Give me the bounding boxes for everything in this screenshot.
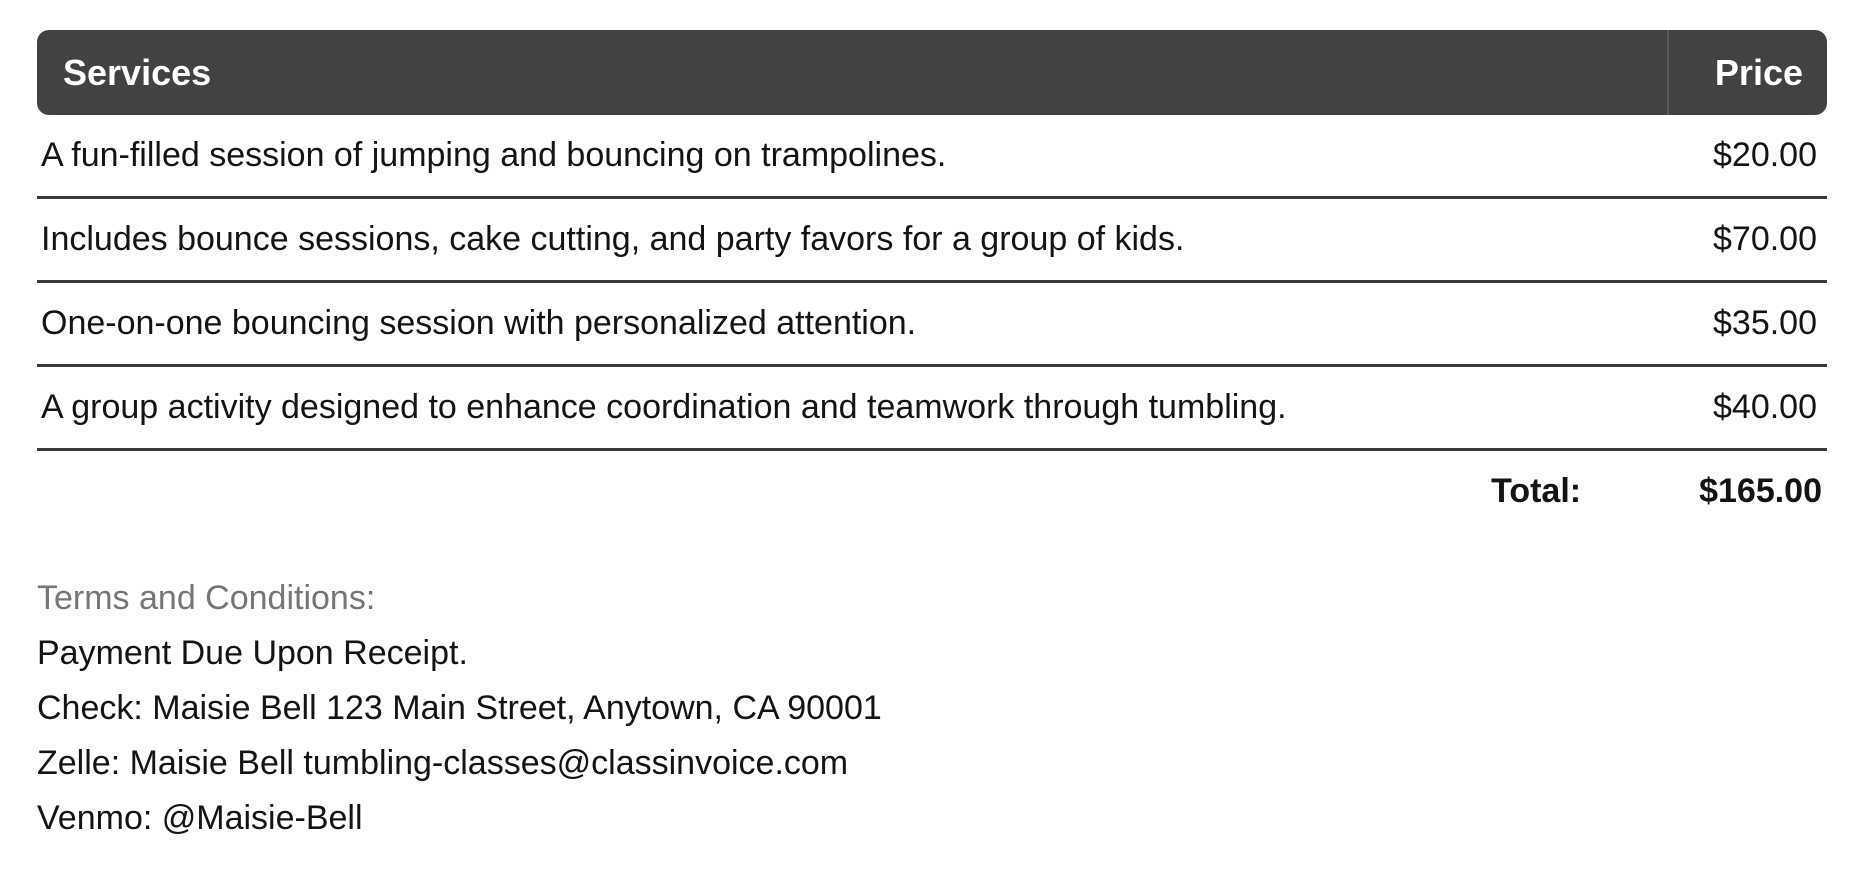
service-description: A fun-filled session of jumping and bouncing on trampolines.: [41, 136, 947, 174]
service-price: $35.00: [1713, 304, 1817, 342]
terms-section: [37, 571, 1827, 846]
total-label: Total:: [1491, 471, 1582, 510]
terms-line: Venmo: @Maisie-Bell: [37, 799, 363, 837]
service-description: One-on-one bouncing session with personalized attention.: [41, 304, 917, 342]
table-row: [37, 199, 1827, 283]
total-row: [37, 451, 1827, 531]
service-description: A group activity designed to enhance coordination and teamwork through tumbling.: [41, 388, 1287, 426]
table-row: [37, 283, 1827, 367]
terms-line: Zelle: Maisie Bell tumbling-classes@classinvoice.com: [37, 744, 849, 782]
service-price: $40.00: [1713, 388, 1817, 426]
terms-line: Payment Due Upon Receipt.: [37, 634, 468, 672]
terms-line: Check: Maisie Bell 123 Main Street, Anytown, CA 90001: [37, 689, 882, 727]
table-row: [37, 115, 1827, 199]
price-column-header: Price: [1667, 30, 1827, 115]
total-amount: $165.00: [1699, 471, 1822, 510]
service-description: Includes bounce sessions, cake cutting, and party favors for a group of kids.: [41, 220, 1185, 258]
services-column-header: Services: [63, 51, 212, 93]
terms-lines: [37, 626, 1827, 846]
table-row: [37, 367, 1827, 451]
service-price: $70.00: [1713, 220, 1817, 258]
service-price: $20.00: [1713, 136, 1817, 174]
table-header: [37, 30, 1827, 115]
table-body: [37, 115, 1827, 451]
services-invoice: [37, 30, 1827, 846]
terms-heading: Terms and Conditions:: [37, 579, 376, 617]
